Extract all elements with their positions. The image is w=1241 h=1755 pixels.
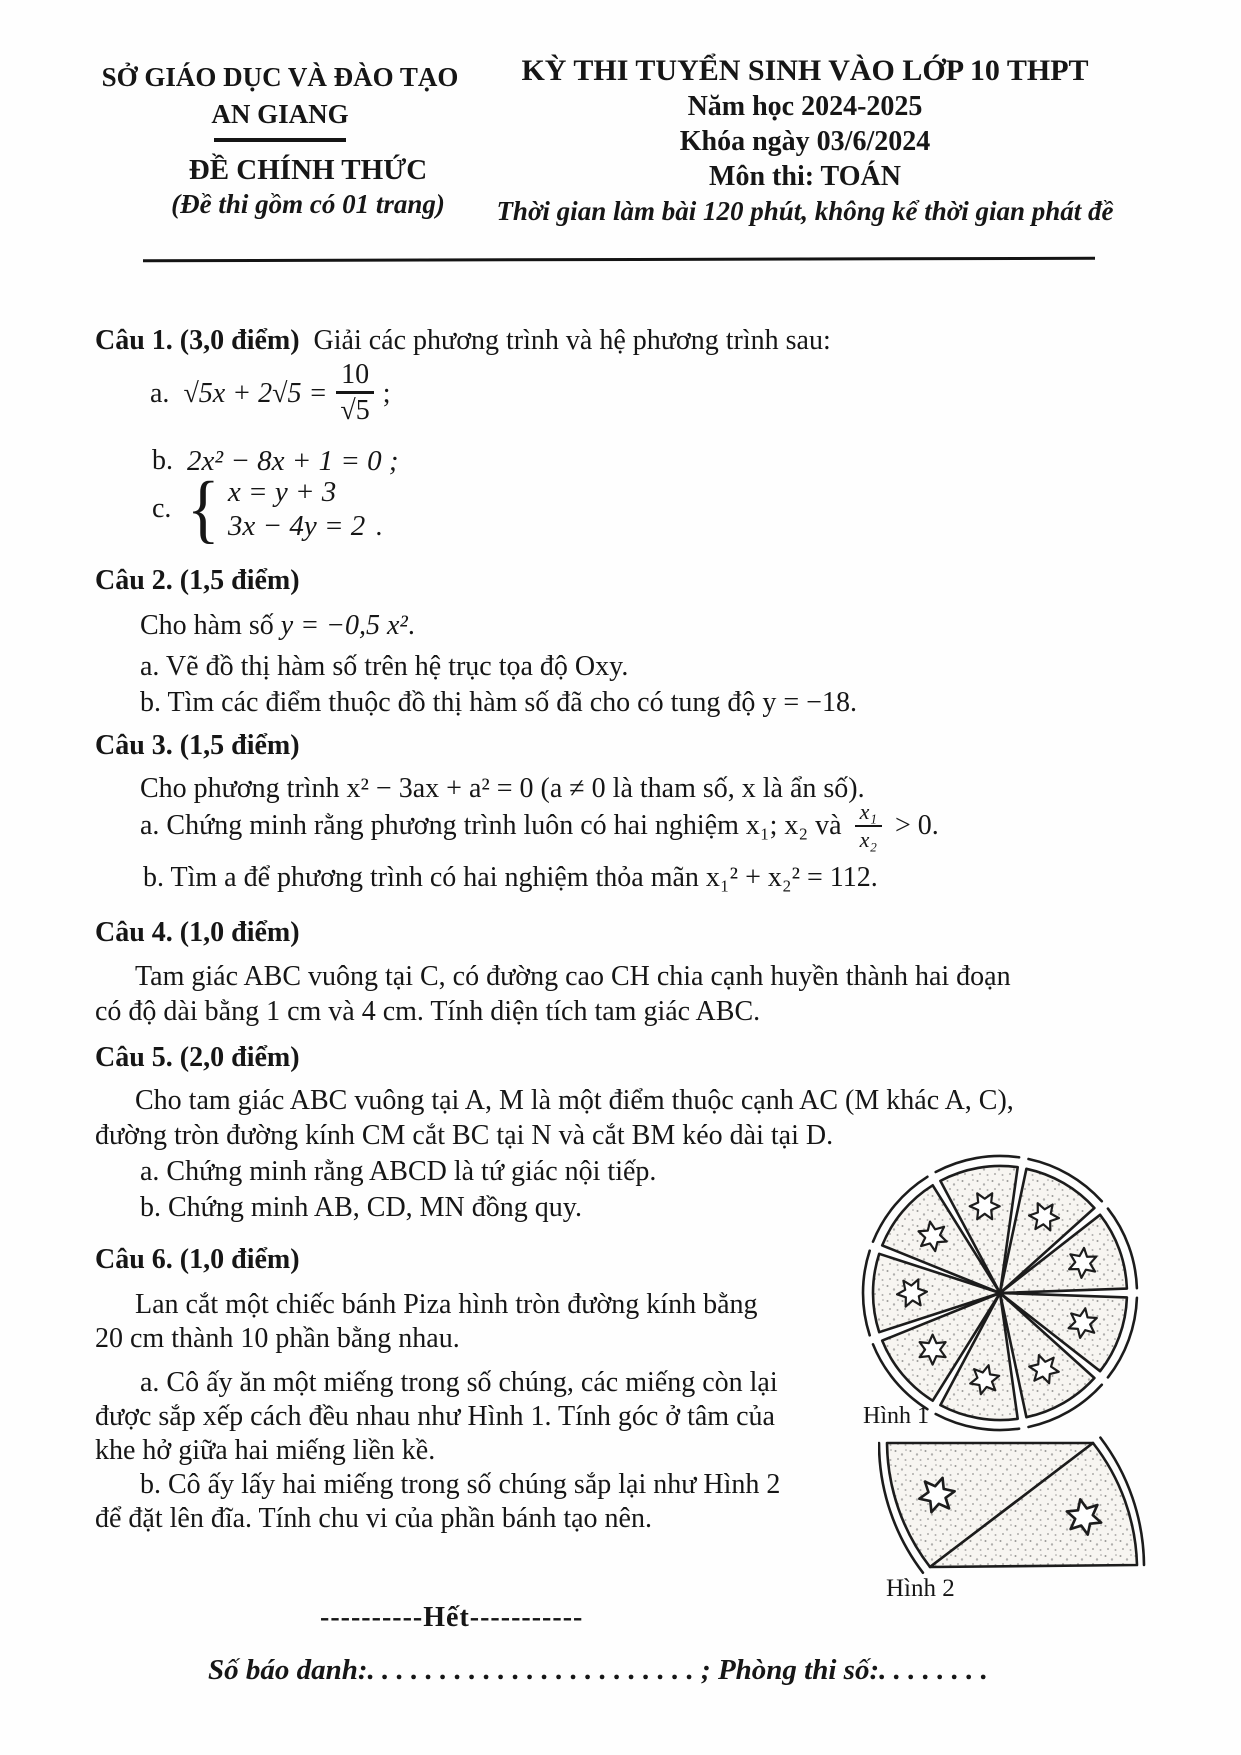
header-divider-line — [143, 257, 1095, 262]
q2-intro-pre: Cho hàm số — [140, 610, 281, 641]
q6-a-line1: a. Cô ấy ăn một miếng trong số chúng, các miếng còn lại — [140, 1367, 778, 1398]
q1-b-label: b. — [152, 445, 173, 476]
q1-a-equation: √5x + 2√5 = — [183, 377, 328, 409]
q6-b-line2: để đặt lên đĩa. Tính chu vi của phần bánh tạo nên. — [95, 1503, 652, 1534]
q6-a-line3: khe hở giữa hai miếng liền kề. — [95, 1435, 436, 1466]
figure-pizza-circle — [855, 1148, 1145, 1438]
q1-c-eq2: 3x − 4y = 2 — [227, 510, 366, 542]
q1-intro-text: Giải các phương trình và hệ phương trình sau: — [313, 325, 831, 356]
q6-body-line2: 20 cm thành 10 phần bằng nhau. — [95, 1323, 460, 1354]
q5-item-a: a. Chứng minh rằng ABCD là tứ giác nội tiếp. — [140, 1156, 657, 1187]
q1-a-frac-den: √5 — [340, 395, 370, 426]
q6-heading: Câu 6. (1,0 điểm) — [95, 1244, 300, 1275]
q6-body-line1: Lan cắt một chiếc bánh Piza hình tròn đường kính bằng — [135, 1289, 758, 1320]
q1-a-frac-num: 10 — [336, 360, 374, 394]
q1-item-c — [152, 467, 383, 551]
q3-a-frac-den: x₂ — [859, 827, 878, 852]
q2-intro-tail: . — [407, 610, 415, 641]
candidate-number-line: Số báo danh:. . . . . . . . . . . . . . . . . . . . . . . ; Phòng thi số:. . . . . . . . — [208, 1654, 988, 1686]
q5-body-line1: Cho tam giác ABC vuông tại A, M là một điểm thuộc cạnh AC (M khác A, C), — [135, 1085, 1014, 1116]
q3-a-frac-num: x₁ — [855, 800, 882, 827]
q1-c-eq1: x = y + 3 — [227, 476, 337, 508]
q3-item-a — [140, 800, 939, 852]
q1-a-tail: ; — [382, 377, 391, 409]
header-left-block — [88, 62, 472, 220]
q3-heading: Câu 3. (1,5 điểm) — [95, 730, 300, 761]
pages-note: (Đề thi gồm có 01 trang) — [171, 189, 445, 219]
q4-body-line1: Tam giác ABC vuông tại C, có đường cao CH chia cạnh huyền thành hai đoạn — [135, 961, 1011, 992]
q1-item-a — [150, 360, 391, 427]
q1-intro — [300, 325, 314, 356]
q2-item-a: a. Vẽ đồ thị hàm số trên hệ trục tọa độ Oxy. — [140, 651, 629, 682]
q4-body-line2: có độ dài bằng 1 cm và 4 cm. Tính diện tích tam giác ABC. — [95, 996, 761, 1027]
school-year: Năm học 2024-2025 — [687, 91, 923, 122]
exam-title: KỲ THI TUYỂN SINH VÀO LỚP 10 THPT — [521, 54, 1089, 87]
q1-heading-line — [95, 324, 831, 358]
q1-c-label: c. — [152, 493, 172, 524]
end-marker: ----------Hết----------- — [320, 1602, 584, 1633]
q3-intro: Cho phương trình x² − 3ax + a² = 0 (a ≠ 0 là tham số, x là ẩn số). — [140, 773, 865, 804]
q3-a-fraction — [855, 800, 882, 852]
q3-a-tail: > 0. — [888, 810, 939, 841]
province-name: AN GIANG — [211, 99, 349, 129]
q2-intro-math: y = −0,5 x² — [280, 610, 408, 641]
subject: Môn thi: TOÁN — [709, 161, 901, 192]
figure2-label: Hình 2 — [886, 1575, 955, 1602]
q4-heading: Câu 4. (1,0 điểm) — [95, 917, 300, 948]
q5-body-line2: đường tròn đường kính CM cắt BC tại N và cắt BM kéo dài tại D. — [95, 1120, 834, 1151]
header-right-block — [452, 54, 1158, 227]
q5-item-b: b. Chứng minh AB, CD, MN đồng quy. — [140, 1192, 582, 1223]
q1-b-equation: 2x² − 8x + 1 = 0 ; — [187, 445, 399, 477]
q2-intro — [140, 609, 415, 643]
q3-item-b: b. Tìm a để phương trình có hai nghiệm thỏa mãn x₁² + x₂² = 112. — [143, 862, 878, 893]
q3-a-text: a. Chứng minh rằng phương trình luôn có hai nghiệm x₁; x₂ và — [140, 810, 849, 841]
q1-a-label: a. — [150, 377, 170, 409]
q5-heading: Câu 5. (2,0 điểm) — [95, 1042, 300, 1073]
figure1-label: Hình 1 — [863, 1403, 929, 1429]
pizza-crust — [863, 1251, 870, 1336]
q2-heading: Câu 2. (1,5 điểm) — [95, 565, 300, 596]
duration-note: Thời gian làm bài 120 phút, không kể thời gian phát đề — [496, 196, 1114, 226]
department-name: SỞ GIÁO DỤC VÀ ĐÀO TẠO — [101, 62, 459, 92]
exam-date: Khóa ngày 03/6/2024 — [679, 126, 931, 157]
q6-a-line2: được sắp xếp cách đều nhau như Hình 1. Tính góc ở tâm của — [95, 1401, 775, 1432]
q1-c-system — [228, 475, 365, 543]
province-underline — [214, 138, 346, 142]
q6-b-line1: b. Cô ấy lấy hai miếng trong số chúng sắp lại như Hình 2 — [140, 1469, 781, 1500]
system-brace: { — [187, 467, 221, 551]
q1-heading: Câu 1. (3,0 điểm) — [95, 325, 300, 356]
q2-item-b: b. Tìm các điểm thuộc đồ thị hàm số đã cho có tung độ y = −18. — [140, 687, 857, 718]
q1-a-fraction — [335, 360, 374, 427]
q1-c-tail: . — [375, 511, 383, 542]
figure-two-slices — [878, 1433, 1148, 1578]
exam-type: ĐỀ CHÍNH THỨC — [188, 154, 428, 186]
